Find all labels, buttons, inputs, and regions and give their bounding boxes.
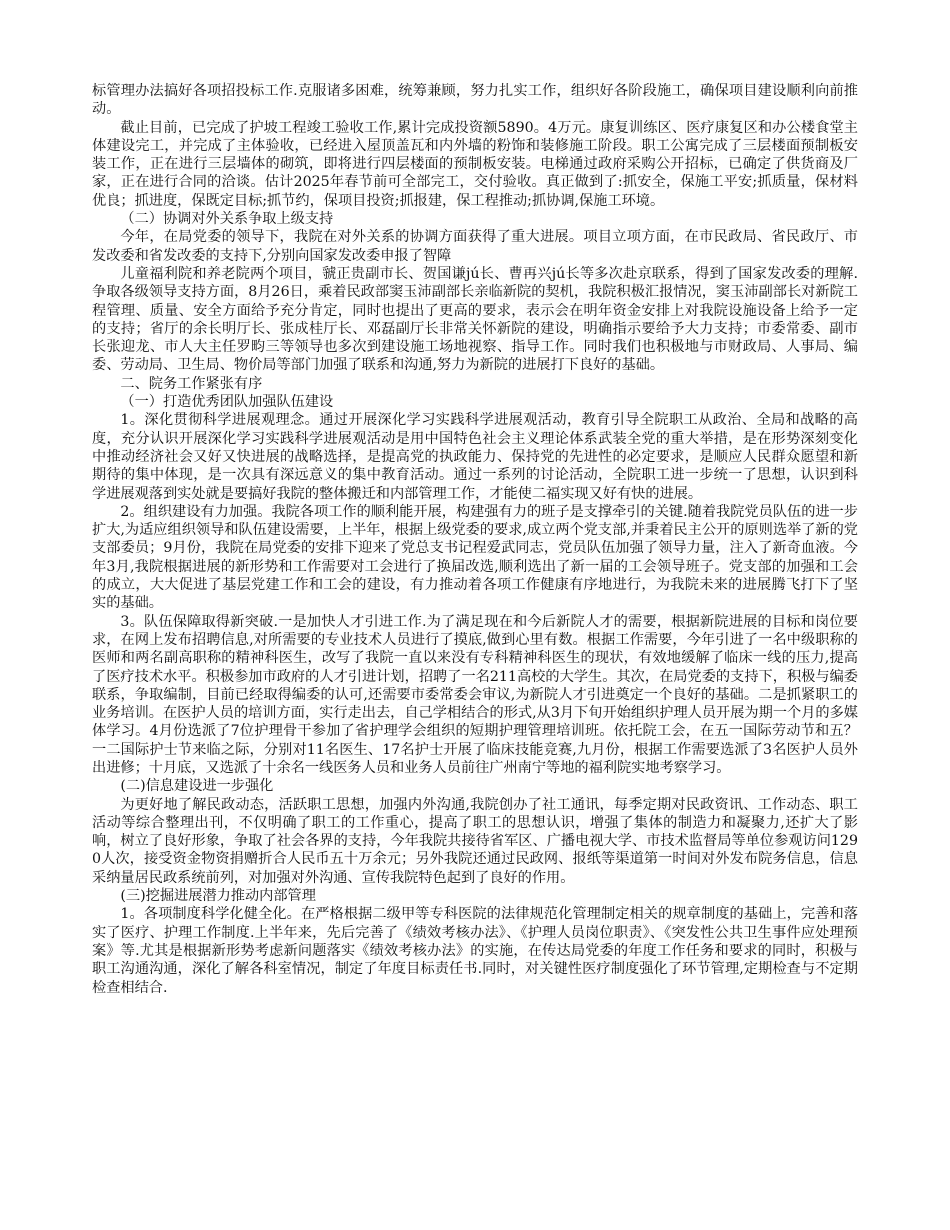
paragraph-4: 儿童福利院和养老院两个项目，虢正贵副市长、贺国谦jú长、曹再兴jú长等多次赴京联系，得到了国家发改委的理解.争取各级领导支持方面，8月26日，乘着民政部窦玉沛副部长亲临新院的契机，我院积极汇报情况，窦玉沛副部长对新院工程管理、质量、安全方面给予充分肯定，同时也提出了更高的要求，表示会在明年资金安排上对我院设施设备上给予一定的支持；省厅的余长明厅长、张成桂厅长、邓磊副厅长非常关怀新院的建设，明确指示要给予大力支持；市委常委、副市长张迎龙、市人大主任罗畇三等领导也多次到建设施工场地视察、指导工作。同时我们也积极地与市财政局、人事局、编委、劳动局、卫生局、物价局等部门加强了联系和沟通,努力为新院的进展打下良好的基础。 (92, 265, 858, 374)
paragraph-6: 2。组织建设有力加强。我院各项工作的顺利能开展，构建强有力的班子是支撑牵引的关键.随着我院党员队伍的进一步扩大,为适应组织领导和队伍建设需要，上半年，根据上级党委的要求,成立两个党支部,并秉着民主公开的原则选举了新的党支部委员；9月份，我院在局党委的安排下迎来了党总支书记程爱武同志，党员队伍加强了领导力量，注入了新奇血液。今年3月,我院根据进展的新形势和工作需要对工会进行了换届改选,顺利选出了新一届的工会领导班子。党支部的加强和工会的成立，大大促进了基层党建工作和工会的建设，有力推动着各项工作健康有序地进行，为我院未来的进展腾飞打下了坚实的基础。 (92, 503, 858, 612)
paragraph-3: 今年，在局党委的领导下，我院在对外关系的协调方面获得了重大进展。项目立项方面，在市民政局、省民政厅、市发改委和省发改委的支持下,分别向国家发改委申报了智障 (92, 229, 858, 264)
paragraph-2: 截止目前，已完成了护坡工程竣工验收工作,累计完成投资额5890。4万元。康复训练区、医疗康复区和办公楼食堂主体建设完工，并完成了主体验收，已经进入屋顶盖瓦和内外墙的粉饰和装修施工阶段。职工公寓完成了三层楼面预制板安装工作，正在进行三层墙体的砌筑，即将进行四层楼面的预制板安装。电梯通过政府采购公开招标，已确定了供货商及厂家，正在进行合同的洽谈。估计2025年春节前可全部完工，交付验收。真正做到了:抓安全，保施工平安;抓质量，保材料优良；抓进度，保既定目标;抓节约，保项目投资;抓报建，保工程推动;抓协调,保施工环境。 (92, 119, 858, 209)
paragraph-9: 1。各项制度科学化健全化。在严格根据二级甲等专科医院的法律规范化管理制定相关的规章制度的基础上，完善和落实了医疗、护理工作制度.上半年来，先后完善了《绩效考核办法》、《护理人员岗位职责》、《突发性公共卫生事件应处理预案》等.尤其是根据新形势考虑新问题落实《绩效考核办法》的实施，在传达局党委的年度工作任务和要求的同时，积极与职工沟通沟通，深化了解各科室情况，制定了年度目标责任书.同时，对关键性医疗制度强化了环节管理,定期检查与不定期检查相结合. (92, 906, 858, 996)
document-page (92, 82, 858, 997)
section-heading: （一）打造优秀团队加强队伍建设 (120, 394, 334, 411)
section-heading: （二）协调对外关系争取上级支持 (120, 211, 334, 228)
paragraph-8: 为更好地了解民政动态，活跃职工思想，加强内外沟通,我院创办了社工通讯，每季定期对民政资讯、工作动态、职工活动等综合整理出刊，不仅明确了职工的工作重心，提高了职工的思想认识，增强了集体的制造力和凝聚力,还扩大了影响，树立了良好形象，争取了社会各界的支持，今年我院共接待省军区、广播电视大学、市技术监督局等单位参观访问1290人次，接受资金物资捐赠折合人民币五十万余元；另外我院还通过民政网、报纸等渠道第一时间对外发布院务信息，信息采纳量居民政系统前列，对加强对外沟通、宣传我院特色起到了良好的作用。 (92, 796, 858, 886)
section-heading: 二、院务工作紧张有序 (120, 375, 263, 392)
paragraph-5: 1。深化贯彻科学进展观理念。通过开展深化学习实践科学进展观活动，教育引导全院职工从政治、全局和战略的高度，充分认识开展深化学习实践科学进展观活动是用中国特色社会主义理论体系武装全党的重大举措，是在形势深刻变化中推动经济社会又好又快进展的战略选择，是提高党的执政能力、保持党的先进性的必定要求，是顺应人民群众愿望和新期待的集中体现，是一次具有深远意义的集中教育活动。通过一系列的讨论活动，全院职工进一步统一了思想，认识到科学进展观落到实处就是要搞好我院的整体搬迁和内部管理工作，才能使二福实现又好有快的进展。 (92, 412, 858, 502)
section-heading: (二)信息建设进一步强化 (120, 778, 274, 795)
section-heading: (三)挖掘进展潜力推动内部管理 (120, 888, 316, 905)
paragraph-1: 标管理办法搞好各项招投标工作.克服诸多困难，统筹兼顾，努力扎实工作，组织好各阶段施工，确保项目建设顺利向前推动。 (92, 83, 858, 118)
paragraph-7: 3。队伍保障取得新突破.一是加快人才引进工作.为了满足现在和今后新院人才的需要，根据新院进展的目标和岗位要求，在网上发布招聘信息,对所需要的专业技术人员进行了摸底,做到心里有数。根据工作需要，今年引进了一名中级职称的医师和两名副高职称的精神科医生，改写了我院一直以来没有专科精神科医生的现状，有效地缓解了临床一线的压力,提高了医疗技术水平。积极参加市政府的人才引进计划，招聘了一名211高校的大学生。其次，在局党委的支持下，积极与编委联系，争取编制，目前已经取得编委的认可,还需要市委常委会审议,为新院人才引进奠定一个良好的基础。二是抓紧职工的业务培训。在医护人员的培训方面，实行走出去，自己学相结合的形式,从3月下旬开始组织护理人员开展为期一个月的多媒体学习。4月份选派了7位护理骨干参加了省护理学会组织的短期护理管理培训班。依托院工会，在五一国际劳动节和五？一二国际护士节来临之际，分别对11名医生、17名护士开展了临床技能竞赛,九月份，根据工作需要选派了3名医护人员外出进修；十月底，又选派了十余名一线医务人员和业务人员前往广州南宁等地的福利院实地考察学习。 (92, 613, 858, 776)
